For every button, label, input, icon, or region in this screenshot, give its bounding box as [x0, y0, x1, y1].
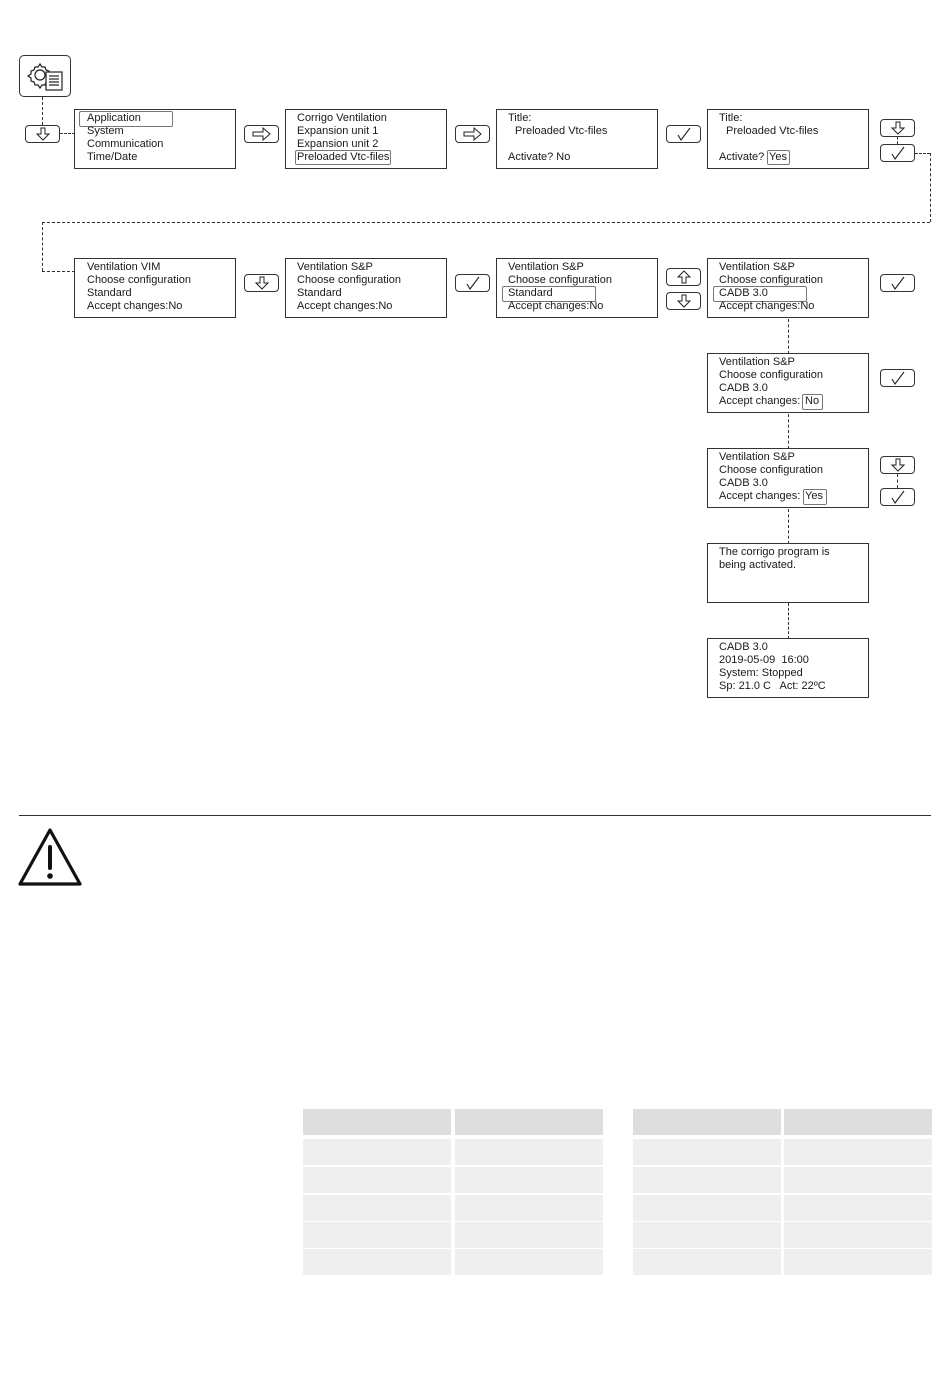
title-value: Preloaded Vtc-files	[515, 125, 608, 137]
down-arrow-icon	[33, 127, 53, 141]
table-cell	[784, 1249, 932, 1275]
down-key[interactable]	[880, 119, 915, 137]
accept-changes-field[interactable]: Accept changes:No	[508, 300, 604, 312]
screen-heading: Ventilation VIM	[87, 261, 161, 273]
table-cell	[633, 1195, 781, 1221]
checkmark-icon	[888, 490, 908, 504]
connector-line	[42, 222, 930, 223]
checkmark-icon	[888, 371, 908, 385]
table-cell	[784, 1195, 932, 1221]
screen-heading: Ventilation S&P	[508, 261, 584, 273]
ok-key[interactable]	[880, 274, 915, 292]
title-label: Title:	[719, 112, 743, 124]
menu-item-preloaded-vtc-files[interactable]: Preloaded Vtc-files	[297, 151, 390, 163]
accept-changes-value[interactable]: Yes	[805, 490, 823, 502]
connector-line	[897, 474, 898, 488]
table-cell	[455, 1167, 603, 1193]
screen-ventilation-sp-2	[496, 258, 658, 318]
down-key[interactable]	[25, 125, 60, 143]
table-cell	[633, 1167, 781, 1193]
table-cell	[455, 1139, 603, 1165]
screen-activate-no	[496, 109, 658, 169]
checkmark-icon	[888, 146, 908, 160]
configuration-value[interactable]: Standard	[297, 287, 342, 299]
choose-configuration-label: Choose configuration	[719, 274, 823, 286]
table-cell	[455, 1222, 603, 1248]
configuration-value[interactable]: CADB 3.0	[719, 477, 768, 489]
accept-changes-field[interactable]: Accept changes:No	[297, 300, 393, 312]
screen-main-menu	[74, 109, 236, 169]
table-header-cell	[633, 1109, 781, 1135]
accept-changes-value[interactable]: No	[805, 395, 820, 407]
date-time: 2019-05-09 16:00	[719, 654, 809, 666]
screen-ventilation-vim	[74, 258, 236, 318]
table-cell	[633, 1139, 781, 1165]
choose-configuration-label: Choose configuration	[508, 274, 612, 286]
screen-heading: Ventilation S&P	[297, 261, 373, 273]
screen-activating	[707, 543, 869, 603]
title-value: Preloaded Vtc-files	[726, 125, 819, 137]
screen-heading: Ventilation S&P	[719, 451, 795, 463]
checkmark-icon	[888, 276, 908, 290]
menu-item-communication[interactable]: Communication	[87, 138, 164, 150]
table-cell	[784, 1167, 932, 1193]
table-header-cell	[303, 1109, 451, 1135]
screen-ventilation-sp-3	[707, 258, 869, 318]
configuration-value[interactable]: CADB 3.0	[719, 382, 768, 394]
gear-list-icon	[20, 56, 72, 98]
screen-ventilation-sp-1	[285, 258, 447, 318]
menu-item-corrigo-ventilation[interactable]: Corrigo Ventilation	[297, 112, 387, 124]
connector-line	[788, 603, 789, 639]
table-cell	[303, 1222, 451, 1248]
up-arrow-icon	[674, 270, 694, 284]
table-cell	[303, 1139, 451, 1165]
down-key[interactable]	[880, 456, 915, 474]
accept-changes-field[interactable]: Accept changes:No	[719, 300, 815, 312]
connector-line	[915, 153, 930, 154]
right-key[interactable]	[244, 125, 279, 143]
table-cell	[455, 1249, 603, 1275]
configuration-value[interactable]: Standard	[508, 287, 553, 299]
system-status: System: Stopped	[719, 667, 803, 679]
menu-item-system[interactable]: System	[87, 125, 124, 137]
choose-configuration-label: Choose configuration	[87, 274, 191, 286]
status-message-line-2: being activated.	[719, 559, 797, 571]
menu-item-expansion-unit-1[interactable]: Expansion unit 1	[297, 125, 379, 137]
table-cell	[303, 1195, 451, 1221]
table-cell	[303, 1249, 451, 1275]
right-arrow-icon	[463, 127, 483, 141]
connector-line	[930, 153, 931, 222]
configuration-value[interactable]: Standard	[87, 287, 132, 299]
ok-key[interactable]	[455, 274, 490, 292]
screen-application-menu	[285, 109, 447, 169]
screen-accept-yes	[707, 448, 869, 508]
table-header-cell	[455, 1109, 603, 1135]
table-cell	[455, 1195, 603, 1221]
title-label: Title:	[508, 112, 532, 124]
screen-start-display	[707, 638, 869, 698]
up-key[interactable]	[666, 268, 701, 286]
status-message-line-1: The corrigo program is	[719, 546, 830, 558]
setpoint-actual: Sp: 21.0 C Act: 22ºC	[719, 680, 826, 692]
choose-configuration-label: Choose configuration	[719, 464, 823, 476]
connector-line	[897, 137, 898, 144]
table-header-cell	[784, 1109, 932, 1135]
activate-field[interactable]: Activate? No	[508, 151, 571, 163]
menu-item-time-date[interactable]: Time/Date	[87, 151, 138, 163]
down-key[interactable]	[244, 274, 279, 292]
screen-heading: Ventilation S&P	[719, 356, 795, 368]
connector-line	[788, 509, 789, 544]
table-cell	[784, 1139, 932, 1165]
warning-icon	[17, 827, 83, 887]
ok-key[interactable]	[880, 488, 915, 506]
ok-key[interactable]	[880, 144, 915, 162]
connector-line	[42, 271, 75, 272]
screen-heading: Ventilation S&P	[719, 261, 795, 273]
down-arrow-icon	[888, 121, 908, 135]
down-key[interactable]	[666, 292, 701, 310]
section-divider	[19, 815, 931, 816]
menu-item-application[interactable]: Application	[87, 112, 141, 124]
ok-key[interactable]	[666, 125, 701, 143]
down-arrow-icon	[888, 458, 908, 472]
right-arrow-icon	[252, 127, 272, 141]
ok-key[interactable]	[880, 369, 915, 387]
right-key[interactable]	[455, 125, 490, 143]
down-arrow-icon	[252, 276, 272, 290]
screen-activate-yes	[707, 109, 869, 169]
table-cell	[633, 1222, 781, 1248]
accept-changes-label: Accept changes:	[719, 395, 801, 407]
table-cell	[633, 1249, 781, 1275]
accept-changes-field[interactable]: Accept changes:No	[87, 300, 183, 312]
menu-item-expansion-unit-2[interactable]: Expansion unit 2	[297, 138, 379, 150]
choose-configuration-label: Choose configuration	[719, 369, 823, 381]
connector-line	[42, 222, 43, 271]
configuration-value[interactable]: CADB 3.0	[719, 287, 768, 299]
checkmark-icon	[463, 276, 483, 290]
application-name: CADB 3.0	[719, 641, 768, 653]
checkmark-icon	[674, 127, 694, 141]
connector-line	[60, 133, 75, 134]
table-cell	[303, 1167, 451, 1193]
accept-changes-label: Accept changes:	[719, 490, 801, 502]
activate-label: Activate?	[719, 151, 765, 163]
choose-configuration-label: Choose configuration	[297, 274, 401, 286]
connector-line	[42, 97, 43, 125]
settings-menu-icon[interactable]	[19, 55, 71, 97]
table-cell	[784, 1222, 932, 1248]
down-arrow-icon	[674, 294, 694, 308]
connector-line	[788, 414, 789, 449]
activate-value[interactable]: Yes	[769, 151, 787, 163]
screen-accept-no	[707, 353, 869, 413]
connector-line	[788, 319, 789, 354]
